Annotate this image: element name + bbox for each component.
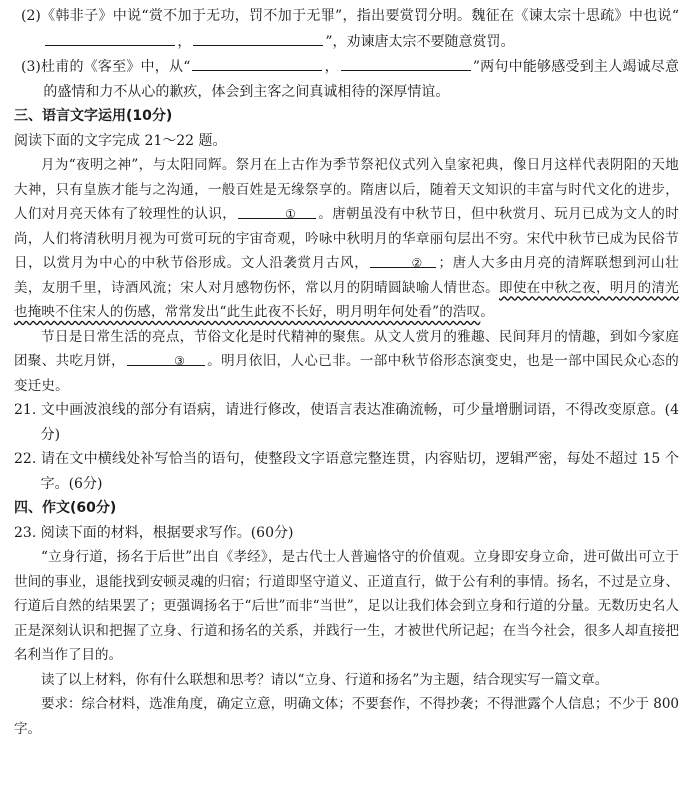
recitation-question-3: [14, 54, 679, 104]
blank-number: ①: [285, 207, 297, 221]
answer-blank[interactable]: [45, 29, 175, 46]
answer-blank[interactable]: [341, 54, 471, 71]
wavy-underlined-sentence: 即使在中秋之夜，明月的清光也掩映不住宋人的伤感，常常发出“此生此夜不长好，明月明年何处看”的浩叹: [14, 279, 680, 320]
q3-separator: ，: [324, 59, 339, 75]
passage-paragraph-1: 月为“夜明之神”，与太阳同辉。祭月在上古作为季节祭祀仪式列入皇家祀典，像日月这样代表阴阳的天地大神，只有皇族才能与之沟通，一般百姓是无缘祭享的。隋唐以后，随着天文知识的丰富与时代文化的进步，人们对月亮天体有了较理性的认识， ① 。唐朝虽没有中秋节日，但中秋赏月、玩月已成为文人的时尚，人们将清秋明月视为可赏可玩的宇宙奇观，吟咏中秋明月的华章丽句层出不穷。宋代中秋节已成为民俗节日，以赏月为中心的中秋节俗形成。文人沿袭赏月古风， ② ；唐人大多由月亮的清辉联想到河山壮美，友朋千里，诗酒风流；宋人对月感物伤怀，常以月的阴晴圆缺喻人情世态。即使在中秋之夜，明月的清光也掩映不住宋人的伤感，常常发出“此生此夜不长好，明月明年何处看”的浩叹。: [14, 157, 680, 320]
recitation-question-2: [14, 4, 679, 54]
answer-blank-3[interactable]: [127, 349, 205, 366]
essay-prompt: 读了以上材料，你有什么联想和思考？请以“立身、行道和扬名”为主题，结合现实写一篇文章。: [41, 671, 609, 688]
answer-blank-1[interactable]: [238, 202, 316, 219]
q2-text-a: (2)《韩非子》中说“赏不加于无功，罚不加于无罪”，指出要赏罚分明。魏征在《谏太宗十思疏》中也说“: [21, 8, 679, 24]
passage-paragraph-2: 节日是日常生活的亮点，节俗文化是时代精神的聚焦。从文人赏月的雅趣、民间拜月的情趣，到如今家庭团聚、共吃月饼， ③ 。明月依旧，人心已非。一部中秋节俗形态演变史，也是一部中国民众心态的变迁史。: [14, 328, 679, 394]
answer-blank-2[interactable]: [370, 251, 436, 268]
question-23: 23. 阅读下面的材料，根据要求写作。(60分): [14, 524, 294, 541]
answer-blank[interactable]: [193, 29, 323, 46]
section-title-language: 三、语言文字运用(10分): [14, 108, 173, 124]
section-title-essay: 四、作文(60分): [14, 500, 117, 516]
blank-number: ③: [174, 354, 186, 368]
question-22: 22. 请在文中横线处补写恰当的语句，使整段文字语意完整连贯，内容贴切，逻辑严密，每处不超过 15 个字。(6分): [14, 451, 679, 492]
essay-material: “立身行道，扬名于后世”出自《孝经》，是古代士人普遍恪守的价值观。立身即安身立命，进可做出可立于世间的事业，退能找到安顿灵魂的归宿；行道即坚守道义、正道直行，做于公有利的事情。扬名，不过是立身、行道后自然的结果罢了；更强调扬名于“后世”而非“当世”，足以让我们体会到立身和行道的分量。无数历史名人正是深刻认识和把握了立身、行道和扬名的关系，并践行一生，才被世代所记起；在当今社会，很多人却直接把名利当作了目的。: [14, 549, 679, 663]
reading-intro: 阅读下面的文字完成 21～22 题。: [14, 132, 227, 149]
blank-number: ②: [411, 256, 423, 270]
answer-blank[interactable]: [192, 54, 322, 71]
question-21: 21. 文中画波浪线的部分有语病，请进行修改，使语言表达准确流畅，可少量增删词语，不得改变原意。(4分): [14, 402, 679, 443]
q2-separator: ，: [177, 33, 192, 50]
q3-text-a: (3)杜甫的《客至》中，从“: [21, 59, 191, 75]
essay-requirements: 要求：综合材料，选准角度，确定立意，明确文体；不要套作，不得抄袭；不得泄露个人信息；不少于 800 字。: [14, 696, 679, 737]
q3-text-b: ”两句中能够感受到主人竭诚尽意的盛情和力不从心的歉疚，体会到主客之间真诚相待的深厚情谊。: [43, 59, 679, 100]
q2-text-b: ”，劝谏唐太宗不要随意赏罚。: [325, 33, 515, 50]
